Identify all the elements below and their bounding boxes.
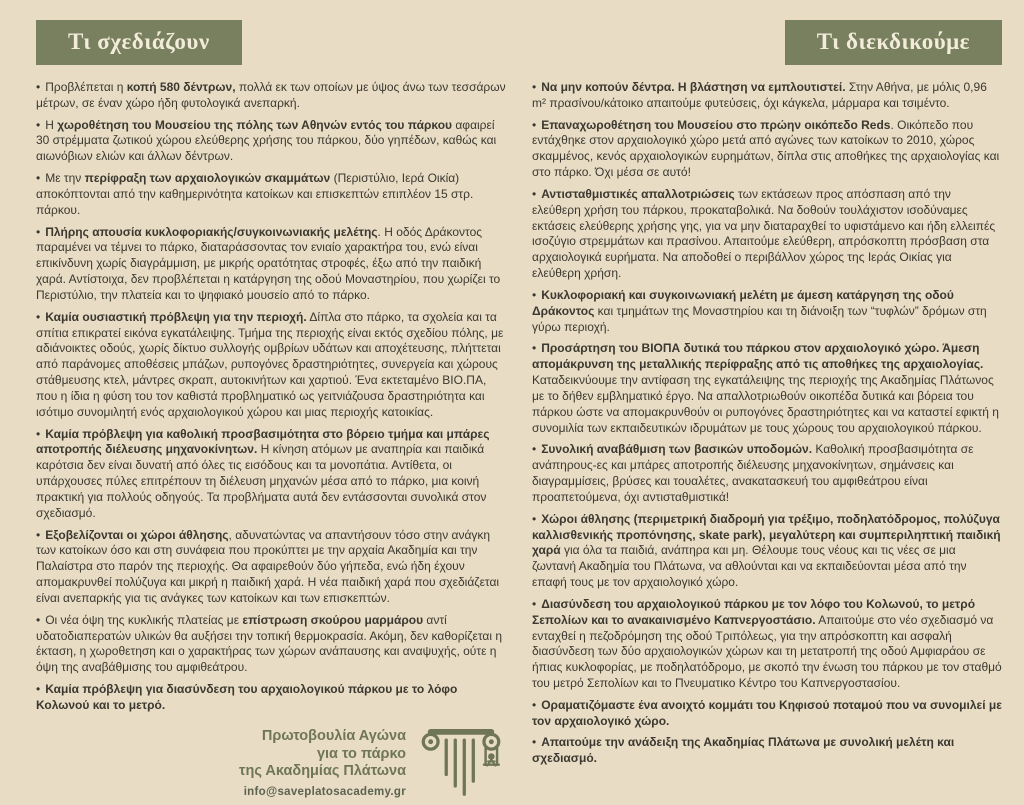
bullet-item [532,698,1002,730]
footer [36,722,506,805]
bullet-body-text: (Περιστύλιο, Ιερά Οικία) αποκόπτονται από την καθημερινότητα κατοίκων και επισκεπτών επιπλέον 15 στρ. πάρκου. [36,171,474,217]
bullet-item [532,187,1002,282]
bullet-dot-icon: • [532,697,537,712]
bullet-lead-text: Επαναχωροθέτηση του Μουσείου στο πρώην οικόπεδο Reds [541,117,891,132]
bullet-body-text: . Η οδός Δράκοντος παραμένει να τέμνει το πάρκο, διαταράσσοντας τον ενιαίο χαρακτήρα του, ενώ είναι επικίνδυνη χωρίς διαγράμμιση, με μικρής ορατότητας στροφές, έξω από την παιδική χαρά. Αντίστοιχα, δεν προβλέπεται η κατάργηση της οδού Μοναστηρίου, που χωρίζει το Περιστύλιο, την πλατεία και το ψηφιακό μουσείο από το πάρκο. [36,224,501,302]
bullet-lead-text: Αντισταθμιστικές απαλλοτριώσεις [541,186,735,201]
bullet-item [36,118,506,165]
bullet-lead-text: Διασύνδεση του αρχαιολογικού πάρκου με τον λόφο του Κολωνού, το μετρό Σεπολίων και το ανακαινισμένο Καπνεργοστάσιο. [532,596,976,627]
bullet-lead-text: Χώροι άθλησης (περιμετρική διαδρομή για τρέξιμο, ποδηλατόδρομος, πολύζυγα καλλισθενικής προπόνησης, skate park), μεγαλύτερη και συμπεριληπτική παιδική χαρά [532,511,1001,558]
bullet-dot-icon: • [36,224,41,239]
bullet-dot-icon: • [532,735,537,750]
bullet-lead-text: Καμία ουσιαστική πρόβλεψη για την περιοχή. [45,309,307,324]
right-header-box [785,20,1002,65]
right-column [532,20,1002,766]
bullet-dot-icon: • [36,426,41,441]
bullet-dot-icon: • [532,186,537,201]
organization-name-line1: Πρωτοβουλία Αγώνα [261,728,406,745]
bullet-item [532,735,1002,767]
bullet-item [36,310,506,421]
bullet-body-text: για όλα τα παιδιά, ανάπηρα και μη. Θέλουμε τους νέους και τις νέες σε μια ζωντανή Ακαδημία του Πλάτωνα, να αθλούνται και να εκπαιδεύονται μέσα από την επαφή τους με τον αρχαιολογικό χώρο. [532,543,967,590]
bullet-lead-text: Συνολική αναβάθμιση των βασικών υποδομών. [541,442,813,457]
bullet-item [532,80,1002,112]
organization-block [239,728,406,798]
left-header-box [36,20,242,65]
bullet-body-text: Οι νέα όψη της κυκλικής πλατείας με [45,612,243,627]
bullet-item [532,512,1002,591]
bullet-lead-text: Απαιτούμε την ανάδειξη της Ακαδημίας Πλάτωνα με συνολική μελέτη και σχεδιασμό. [532,735,955,766]
bullet-item [36,528,506,607]
bullet-lead-text: περίφραξη των αρχαιολογικών σκαμμάτων [84,171,331,186]
bullet-dot-icon: • [36,309,41,324]
bullet-body-text: , αδυνατώντας να απαντήσουν τόσο στην ανάγκη των κατοίκων όσο και στη συνάφεια που προκύπτει με την αρχαία Ακαδημία και την Παλαίστρα στο παρόν της περιοχής. Θα αφαιρεθούν δύο γήπεδα, ενώ ήδη έχουν απομακρυνθεί πολύζυγα και μικρή η παιδική χαρά. Η νέα παιδική χαρά που σχεδιάζεται είναι ανεπαρκής για τις ανάγκες των κατοίκων και των επισκεπτών. [36,527,500,605]
left-bullet-list [36,80,506,720]
bullet-body-text: Η [45,117,58,132]
bullet-dot-icon: • [36,80,41,94]
bullet-body-text: αφαιρεί 30 στρέμματα ζωτικού χώρου ελεύθερης χρήσης του πάρκου, δύο γηπέδων, καθώς και αιωνόβιων ελιών και άλλων δέντρων. [36,117,497,164]
bullet-lead-text: Προσάρτηση του ΒΙΟΠΑ δυτικά του πάρκου στον αρχαιολογικό χώρο. Άμεση απομάκρυνση της μεταλλικής περίφραξης από τις αποθήκες της αρχαιολογίας. [532,341,984,372]
bullet-body-text: αντί υδατοδιαπερατών υλικών θα αυξήσει την τοπική θερμοκρασία. Ακόμη, δεν καθορίζεται η έκταση, η χωροθετηση και ο χαρακτήρας των χώρων ανάπαυσης και αναψυχής, ούτε η όψη της αναβάθμισης του αμφιθεάτρου. [36,612,503,675]
bullet-item [532,118,1002,181]
bullet-body-text: των εκτάσεων προς απόσπαση από την ελεύθερη χρήση του πάρκου, προκαταβολικά. Να δοθούν τουλάχιστον ισοδύναμες εκτάσεις ελεύθερης χρήσης γης, για να μην διαταραχθεί το υφιστάμενο και ήδη ελλειπές ισοζύγιο στρεμμάτων και πρασίνου. Απαιτούμε ελεύθερη, απρόσκοπτη πρόσβαση στα αρχαιολογικά ευρήματα. Να αποδοθεί ο περιβάλλον χώρος της Ιεράς Οικίας για ελεύθερη χρήση. [532,186,996,281]
left-header-title: Τι σχεδιάζουν [68,29,210,54]
bullet-lead-text: επίστρωση σκούρου μαρμάρου [242,612,424,627]
bullet-dot-icon: • [36,171,41,186]
bullet-item [532,597,1002,692]
bullet-body-text: Με την [45,171,85,186]
bullet-body-text: Η κίνηση ατόμων με αναπηρία και παιδικά καρότσια δεν είναι δυνατή από όλες τις εισόδους και τα μονοπάτια. Αντίθετα, οι υπάρχουσες πύλες επιτρέπουν τη διέλευση μηχανών μέσα από το πάρκο, μια κοινή πρακτική για πολλούς οδηγούς. Τα προβλήματα αυτά δεν εντάσσονται συνολικά στον σχεδιασμό. [36,442,487,520]
bullet-dot-icon: • [36,612,41,627]
bullet-dot-icon: • [532,511,537,526]
bullet-lead-text: Καμία πρόβλεψη για καθολική προσβασιμότητα στο βόρειο τμήμα και μπάρες αποτροπής διέλευσης μηχανοκίνητων. [36,426,490,457]
bullet-lead-text: Να μην κοπούν δέντρα. Η βλάστηση να εμπλουτιστεί. [541,80,846,94]
bullet-body-text: πολλά εκ των οποίων με ύψος άνω των τεσσάρων μέτρων, σε έναν χώρο ήδη φυτολογικά ανεπαρκή. [36,80,506,110]
ionic-column-with-swing-icon [420,722,502,805]
bullet-item [36,80,506,112]
left-column [36,20,506,799]
bullet-body-text: και τμημάτων της Μοναστηρίου και τη διάνοιξη των “τυφλών” δρόμων στη γύρω περιοχή. [532,303,987,334]
bullet-lead-text: Οραματιζόμαστε ένα ανοιχτό κομμάτι του Κηφισού ποταμού που να συνομιλεί με τον αρχαιολογικό χώρο. [532,697,1002,728]
bullet-item [36,171,506,218]
organization-name-line2: για το πάρκο [316,745,406,762]
right-header-title: Τι διεκδικούμε [816,29,970,54]
bullet-lead-text: Καμία πρόβλεψη για διασύνδεση του αρχαιολογικού πάρκου με το λόφο Κολωνού και το μετρό. [36,681,458,712]
bullet-item [36,427,506,522]
bullet-dot-icon: • [532,596,537,611]
contact-email: info@saveplatosacademy.gr [243,786,406,799]
right-bullet-list [532,80,1002,773]
bullet-dot-icon: • [532,80,537,94]
bullet-body-text: Στην Αθήνα, με μόλις 0,96 m² πρασίνου/κάτοικο απαιτούμε φυτεύσεις, όχι κάγκελα, μάρμαρα και τσιμέντο. [532,80,987,110]
bullet-lead-text: Κυκλοφοριακή και συγκοινωνιακή μελέτη με άμεση κατάργηση της οδού Δράκοντος [532,287,954,318]
bullet-body-text: Προβλέπεται η [45,80,127,94]
bullet-body-text: Απαιτούμε στο νέο σχεδιασμό να ενταχθεί η πεζοδρόμηση της οδού Τριπόλεως, για την απρόσκοπτη και ασφαλή διασύνδεση των δύο αρχαιολογικών χώρων και τη μετατροπή της οδού Αμφιαράου σε ήπιας κυκλοφορίας, με ποδηλατόδρομο, με σκοπό την ένωση του πάρκου με τον σταθμό του μετρό Σεπολίων και το Πνευματικο Κέντρο του Καπνεργοστασίου. [532,612,1002,690]
bullet-item [532,442,1002,505]
bullet-item [532,288,1002,335]
bullet-body-text: Καθολική προσβασιμότητα σε ανάπηρους-ες και μπάρες αποτροπής διέλευσης μηχανοκίνητων, σημάνσεις και διαγραμμίσεις, βρύσες και τουαλέτες, ανακατασκευή του αμφιθεάτρου είναι προαπετούμενα, όχι αντισταθμιστικά! [532,442,974,504]
bullet-lead-text: Πλήρης απουσία κυκλοφοριακής/συγκοινωνιακής μελέτης [45,224,378,239]
bullet-dot-icon: • [532,442,537,457]
bullet-item [36,682,506,714]
bullet-dot-icon: • [532,117,537,132]
bullet-dot-icon: • [36,681,41,696]
bullet-body-text: . Οικόπεδο που εντάχθηκε στον αρχαιολογικό χώρο μετά από αγώνες των κατοίκων το 2010, χώρος σκαμμένος, κενός αρχαιολογικών ευρημάτων, δίπλα στις αποθήκες της αρχαιολογίας και στο πάρκο. Όχι μέσα σε αυτό! [532,117,1000,180]
bullet-lead-text: κοπή 580 δέντρων, [126,80,236,94]
organization-name-line3: της Ακαδημίας Πλάτωνα [239,763,406,780]
bullet-body-text: Δίπλα στο πάρκο, τα σχολεία και τα σπίτια επικρατεί εικόνα εγκατάλειψης. Τμήμα της περιοχής είναι εκτός σχεδίου πόλης, με αδιάνοικτες οδούς, χωρίς δίκτυο συλλογής ομβρίων υδάτων και αποχέτευσης, πλήττεται από παράνομες αποθέσεις μπάζων, ρυπογόνες δραστηριότητες, συνεργεία και χώρους στάθμευσης κτελ, μάντρες σκραπ, αυτοκινήτων και χαρτιού. Ένα εκτεταμένο ΒΙΟ.ΠΑ, που η ίδια η φύση του τον καθιστά προβληματικό ως γειτνιάζουσα δραστηριότητα και ισότιμο συνομιλητή ενός αρχαιολογικού χώρου και μιας περιοχής κατοικίας. [36,309,504,419]
bullet-dot-icon: • [532,287,537,302]
bullet-dot-icon: • [36,527,41,542]
bullet-dot-icon: • [532,341,537,356]
bullet-item [36,225,506,304]
bullet-dot-icon: • [36,117,41,132]
bullet-item [36,613,506,676]
bullet-lead-text: χωροθέτηση του Μουσείου της πόλης των Αθηνών εντός του πάρκου [57,117,453,132]
bullet-item [532,341,1002,436]
bullet-body-text: Καταδεικνύουμε την αντίφαση της εγκατάλειψης της περιοχής της Ακαδημίας Πλάτωνος με το δήθεν εμβληματικό έργο. Να απαλλοτριωθούν οικοπέδα δυτικά και βόρεια του πάρκου ώστε να απομακρυνθούν οι ρυπογόνες δραστηριότητες και να καταστεί εφικτή η συνομιλία των εκπαιδευτικών ιδρυμάτων με τους χώρους του αρχαιολογικού πάρκου. [532,373,999,435]
bullet-lead-text: Εξοβελίζονται οι χώροι άθλησης [45,527,229,542]
